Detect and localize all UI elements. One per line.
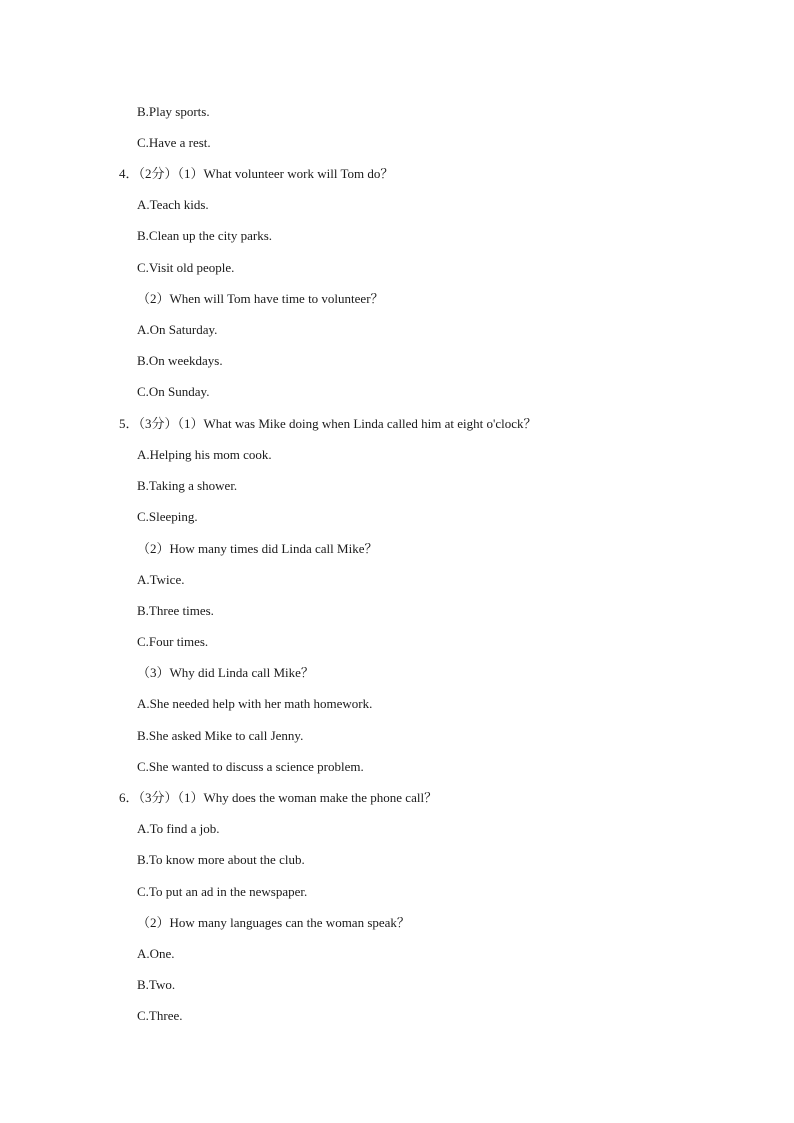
option-line: A.To find a job. [137, 821, 220, 836]
question-5-heading: 5．（3分）（1）What was Mike doing when Linda called him at eight o'clock？ [119, 416, 537, 431]
option-line: B.Taking a shower. [137, 478, 238, 493]
sub-question: （2）How many languages can the woman speak？ [137, 915, 410, 930]
option-line: A.Helping his mom cook. [137, 447, 272, 462]
question-4-heading: 4．（2分）（1）What volunteer work will Tom do？ [119, 166, 394, 181]
option-line: C.She wanted to discuss a science problem. [137, 759, 364, 774]
option-line: B.She asked Mike to call Jenny. [137, 728, 304, 743]
question-6-heading: 6．（3分）（1）Why does the woman make the phone call？ [119, 790, 438, 805]
option-line: A.On Saturday. [137, 322, 218, 337]
option-line: C.To put an ad in the newspaper. [137, 884, 308, 899]
option-line: B.Two. [137, 977, 176, 992]
option-line: B.On weekdays. [137, 353, 223, 368]
option-line: C.Visit old people. [137, 260, 235, 275]
sub-question: （2）How many times did Linda call Mike？ [137, 541, 378, 556]
option-line: A.She needed help with her math homework. [137, 696, 373, 711]
sub-question: （3）Why did Linda call Mike？ [137, 665, 314, 680]
option-line: B.Three times. [137, 603, 214, 618]
option-line: B.Play sports. [137, 104, 210, 119]
option-line: A.Twice. [137, 572, 185, 587]
option-line: B.To know more about the club. [137, 852, 305, 867]
option-line: C.On Sunday. [137, 384, 210, 399]
sub-question: （2）When will Tom have time to volunteer？ [137, 291, 384, 306]
option-line: C.Four times. [137, 634, 209, 649]
option-line: C.Have a rest. [137, 135, 211, 150]
option-line: C.Sleeping. [137, 509, 198, 524]
option-line: A.Teach kids. [137, 197, 209, 212]
option-line: B.Clean up the city parks. [137, 228, 273, 243]
option-line: C.Three. [137, 1008, 183, 1023]
option-line: A.One. [137, 946, 175, 961]
